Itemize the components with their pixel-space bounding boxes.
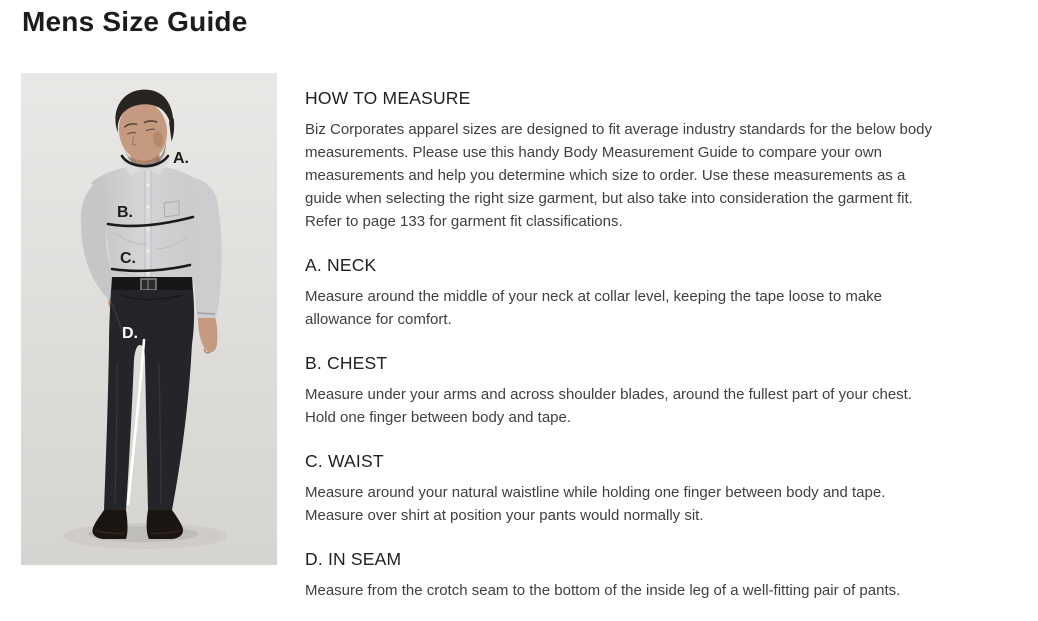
section-how-to-measure — [305, 87, 941, 233]
section-waist — [305, 450, 941, 527]
waist-body: Measure around your natural waistline while holding one finger between body and tape. Measure over shirt at position your pants would normally sit. — [305, 484, 886, 524]
neck-heading: A. NECK — [305, 255, 377, 275]
waist-label: C. — [120, 250, 136, 267]
section-neck — [305, 254, 941, 331]
waist-heading: C. WAIST — [305, 451, 384, 471]
how-to-measure-body: Biz Corporates apparel sizes are designed to fit average industry standards for the below body measurements. Please use this handy Body Measurement Guide to compare your own measurements and help you determine which size to order. Use these measurements as a guide when selecting the right size garment, but also take into consideration the garment fit. Refer to page 133 for garment fit classifications. — [305, 121, 933, 230]
chest-body: Measure under your arms and across shoulder blades, around the fullest part of your chest. Hold one finger between body and tape. — [305, 386, 912, 426]
inseam-body: Measure from the crotch seam to the bottom of the inside leg of a well-fitting pair of pants. — [305, 582, 901, 599]
neck-label: A. — [173, 150, 189, 167]
how-to-measure-heading: HOW TO MEASURE — [305, 88, 471, 108]
measure-guide-text-column — [305, 87, 941, 621]
measurement-figure — [21, 73, 277, 565]
inseam-heading: D. IN SEAM — [305, 549, 402, 569]
inseam-label: D. — [122, 325, 138, 342]
section-chest — [305, 352, 941, 429]
chest-label: B. — [117, 204, 133, 221]
chest-heading: B. CHEST — [305, 353, 388, 373]
measurement-figure-photo — [21, 73, 277, 565]
section-inseam — [305, 548, 941, 602]
neck-body: Measure around the middle of your neck at collar level, keeping the tape loose to make allowance for comfort. — [305, 288, 883, 328]
page-title: Mens Size Guide — [22, 6, 248, 37]
